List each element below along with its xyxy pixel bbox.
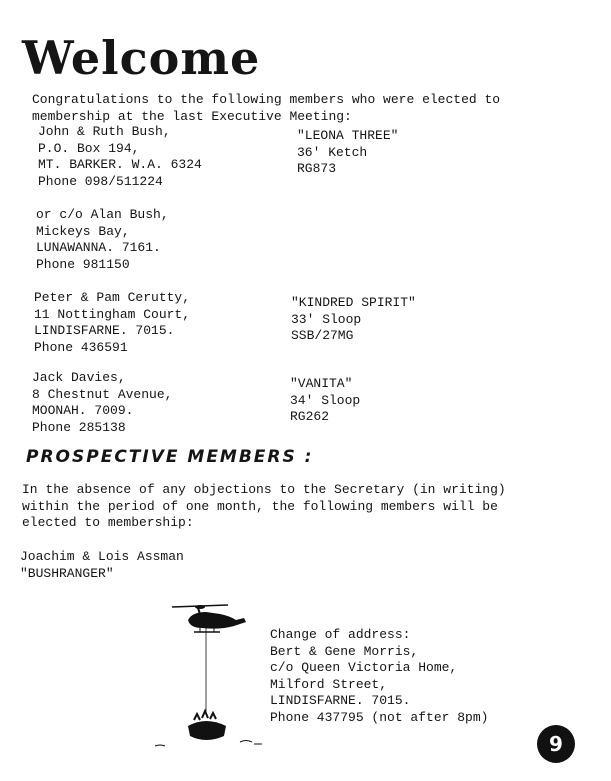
- notice-line: elected to membership:: [22, 515, 194, 530]
- change-of-address: [270, 627, 488, 726]
- boat-details: [290, 376, 360, 426]
- boat-registration: SSB/27MG: [291, 328, 354, 343]
- address-line: MOONAH. 7009.: [32, 403, 134, 418]
- member-name: Peter & Pam Cerutty,: [34, 290, 191, 305]
- notice-line: within the period of one month, the following members will be: [22, 498, 498, 514]
- phone: Phone 981150: [36, 256, 130, 272]
- address-line: 8 Chestnut Avenue,: [32, 386, 173, 402]
- boat-type: 36' Ketch: [297, 144, 368, 160]
- prospective-member: [20, 549, 184, 582]
- address-line: P.O. Box 194,: [38, 140, 140, 156]
- boat-name: "BUSHRANGER": [20, 565, 114, 581]
- intro-text: [32, 92, 500, 125]
- member-name: John & Ruth Bush,: [38, 124, 171, 139]
- member-name: Bert & Gene Morris,: [270, 643, 419, 659]
- prospective-notice: [22, 482, 506, 532]
- phone: Phone 437795 (not after 8pm): [270, 709, 489, 725]
- member-address: [38, 124, 202, 190]
- boat-name: "KINDRED SPIRIT": [291, 295, 416, 310]
- address-line: Mickeys Bay,: [36, 223, 130, 239]
- boat-registration: RG873: [297, 161, 337, 176]
- boat-type: 34' Sloop: [290, 392, 361, 408]
- phone: Phone 098/511224: [38, 173, 163, 189]
- address-line: LINDISFARNE. 7015.: [270, 693, 411, 708]
- member-name: Joachim & Lois Assman: [20, 549, 184, 564]
- member-address: [34, 290, 190, 356]
- phone: Phone 436591: [34, 339, 128, 355]
- member-address: [36, 207, 169, 273]
- address-line: MT. BARKER. W.A. 6324: [38, 157, 202, 172]
- address-line: LINDISFARNE. 7015.: [34, 323, 175, 338]
- address-line: Milford Street,: [270, 676, 388, 692]
- page-title: Welcome: [22, 31, 261, 85]
- address-line: 11 Nottingham Court,: [34, 306, 191, 322]
- page-number: 9: [537, 725, 575, 763]
- boat-details: [297, 128, 398, 178]
- helicopter-rescue-icon: [150, 598, 275, 758]
- address-line: LUNAWANNA. 7161.: [36, 240, 161, 255]
- intro-line: Congratulations to the following members who were elected to: [32, 92, 501, 107]
- boat-registration: RG262: [290, 409, 330, 424]
- address-line: c/o Queen Victoria Home,: [270, 660, 458, 675]
- notice-line: In the absence of any objections to the Secretary (in writing): [22, 482, 506, 497]
- change-of-address-heading: Change of address:: [270, 627, 411, 642]
- intro-line: membership at the last Executive Meeting:: [32, 109, 352, 124]
- member-name: Jack Davies,: [32, 370, 126, 385]
- boat-type: 33' Sloop: [291, 311, 362, 327]
- boat-name: "LEONA THREE": [297, 128, 399, 143]
- phone: Phone 285138: [32, 419, 126, 435]
- member-address: [32, 370, 172, 436]
- section-heading: PROSPECTIVE MEMBERS :: [26, 447, 314, 467]
- boat-name: "VANITA": [290, 376, 353, 391]
- boat-details: [291, 295, 416, 345]
- member-name: or c/o Alan Bush,: [36, 207, 169, 222]
